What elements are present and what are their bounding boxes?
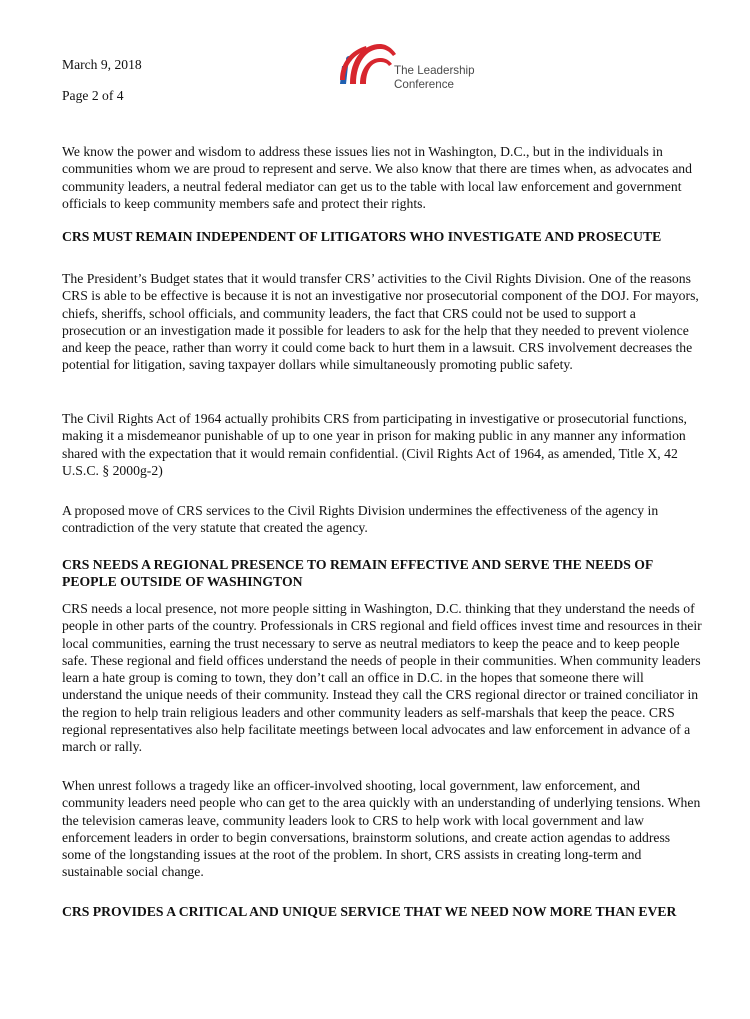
header-date: March 9, 2018 [62, 57, 142, 72]
logo-text [394, 64, 475, 92]
paragraph-4: A proposed move of CRS services to the Civil Rights Division undermines the effectiveness of the agency in contradiction of the very statute that created the agency. [62, 503, 659, 536]
header-page-number: Page 2 of 4 [62, 88, 124, 103]
leadership-conference-logo [336, 40, 496, 96]
paragraph-5: CRS needs a local presence, not more people sitting in Washington, D.C. thinking that they understand the needs of people in other parts of the country. Professionals in CRS regional and field offices invest time and resources in their local communities, earning the trust necessary to serve as neutral mediators to keep the peace and to keep people safe. These regional and field offices understand the needs of people in their communities. When community leaders learn a hate group is coming to town, they don’t call an office in D.C. in the hopes that someone there will understand the unique needs of their community. Instead they call the CRS regional director or trained conciliator in the region to help train religious leaders and other community leaders as self-marshals that keep the peace. CRS regional representatives also help facilitate meetings between local advocates and law enforcement in advance of a march or rally. [62, 601, 702, 755]
logo-line-2: Conference [394, 78, 454, 91]
logo-line-1: The Leadership [394, 64, 475, 77]
heading-regional-presence: CRS NEEDS A REGIONAL PRESENCE TO REMAIN EFFECTIVE AND SERVE THE NEEDS OF PEOPLE OUTSIDE OF WASHINGTON [62, 557, 653, 590]
paragraph-3: The Civil Rights Act of 1964 actually prohibits CRS from participating in investigative or prosecutorial functions, making it a misdemeanor punishable of up to one year in prison for making public in any manner any information shared with the expectation that it would remain confidential. (Civil Rights Act of 1964, as amended, Title X, 42 U.S.C. § 2000g-2) [62, 411, 687, 478]
paragraph-6: When unrest follows a tragedy like an officer-involved shooting, local government, law enforcement, and community leaders need people who can get to the area quickly with an understanding of underlying tensions. When the television cameras leave, community leaders look to CRS to help work with local government and law enforcement leaders in order to begin conversations, brainstorm solutions, and create action agendas to address some of the longstanding issues at the root of the problem. In short, CRS assists in creating long-term and sustainable social change. [62, 778, 701, 880]
heading-critical-service: CRS PROVIDES A CRITICAL AND UNIQUE SERVICE THAT WE NEED NOW MORE THAN EVER [62, 904, 677, 919]
logo-mark-icon [336, 40, 396, 84]
paragraph-2: The President’s Budget states that it would transfer CRS’ activities to the Civil Rights Division. One of the reasons CRS is able to be effective is because it is not an investigative nor prosecutorial component of the DOJ. For mayors, chiefs, sheriffs, school officials, and community leaders, the fact that CRS could not be used to support a prosecution or an investigation made it possible for leaders to ask for the help that they needed to prevent violence and keep the peace, rather than worry it could come back to hurt them in a lawsuit. CRS involvement decreases the potential for litigation, saving taxpayer dollars while simultaneously promoting public safety. [62, 271, 699, 373]
paragraph-1: We know the power and wisdom to address these issues lies not in Washington, D.C., but in the individuals in communities whom we are proud to represent and serve. We also know that there are times when, as advocates and community leaders, a neutral federal mediator can get us to the table with local law enforcement and government officials to keep community members safe and protect their rights. [62, 144, 692, 211]
heading-independence: CRS MUST REMAIN INDEPENDENT OF LITIGATORS WHO INVESTIGATE AND PROSECUTE [62, 229, 662, 244]
